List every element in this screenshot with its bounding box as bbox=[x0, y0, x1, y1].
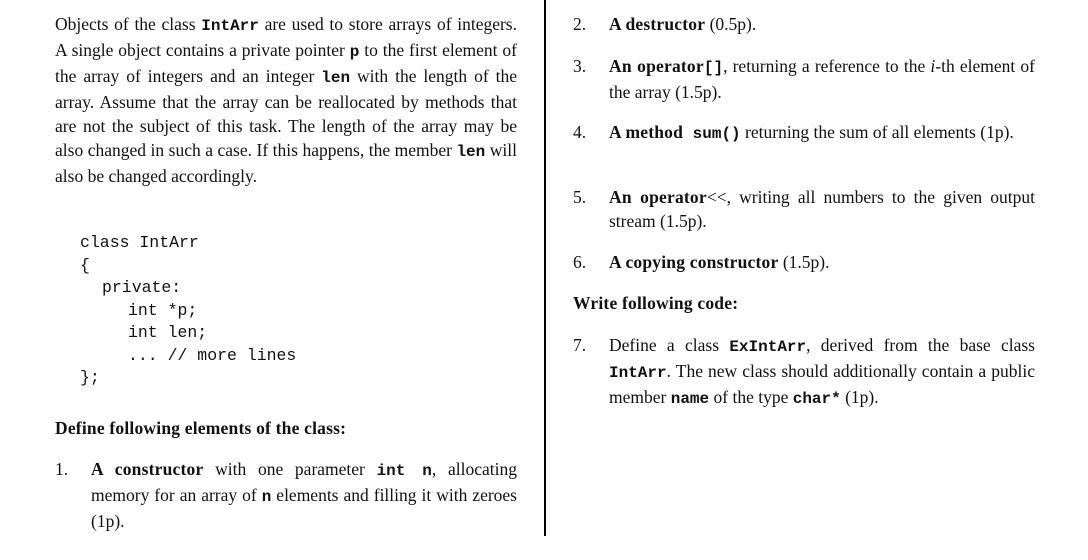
code-listing bbox=[80, 232, 296, 390]
task-number: 2. bbox=[573, 14, 587, 34]
task-keyword: A destructor bbox=[609, 14, 706, 34]
task-code: int n bbox=[376, 462, 432, 480]
task-text bbox=[609, 12, 1035, 36]
task-item-1 bbox=[55, 457, 517, 533]
task-text-part: . The new class should additionally contain a public member bbox=[609, 361, 1035, 407]
task-keyword: A copying constructor bbox=[609, 252, 779, 272]
column-divider bbox=[544, 0, 546, 536]
intro-code-len-2: len bbox=[456, 143, 486, 161]
task-text-part: (1.5p). bbox=[778, 252, 830, 272]
code-line-len: int len; bbox=[128, 323, 208, 342]
task-number: 4. bbox=[573, 122, 587, 142]
task-keyword: A method bbox=[609, 122, 684, 142]
code-line-class: class IntArr bbox=[80, 233, 199, 252]
code-line-more: ... // more lines bbox=[128, 345, 297, 365]
task-text-part: , allocating memory for an array of bbox=[91, 459, 517, 505]
task-item-3 bbox=[573, 54, 1035, 104]
task-number: 7. bbox=[573, 335, 587, 355]
task-text-part: (0.5p). bbox=[705, 14, 757, 34]
task-code: char* bbox=[792, 390, 841, 408]
task-text-part: <<, writing all numbers to the given output stream (1.5p). bbox=[609, 187, 1035, 231]
intro-text-4: with the length of the array. Assume that the array can be reallocated by methods that are not the subject of this task. The length of the array may be also changed in such a case. If this happens, the member bbox=[55, 66, 517, 160]
task-keyword: A constructor bbox=[91, 459, 204, 479]
task-number: 5. bbox=[573, 187, 587, 207]
task-text bbox=[91, 457, 517, 533]
task-item-2 bbox=[573, 12, 1035, 36]
task-text-part: -th element of the array (1.5p). bbox=[609, 56, 1036, 102]
intro-paragraph bbox=[55, 12, 517, 188]
task-keyword: An operator bbox=[609, 187, 707, 207]
task-text bbox=[609, 120, 1035, 146]
left-column bbox=[55, 12, 517, 188]
task-text bbox=[609, 333, 1035, 411]
code-line-close-brace: }; bbox=[80, 368, 100, 387]
task-code: name bbox=[670, 390, 710, 408]
intro-text-2: are used to store arrays of integers. A single object contains a private pointer bbox=[55, 14, 517, 60]
task-text bbox=[609, 185, 1035, 233]
task-code: ExIntArr bbox=[729, 338, 807, 356]
define-heading: Define following elements of the class: bbox=[55, 418, 347, 438]
task-text bbox=[609, 54, 1035, 104]
task-number: 1. bbox=[55, 459, 69, 479]
task-code: sum() bbox=[683, 125, 741, 143]
task-text bbox=[609, 250, 1035, 274]
intro-code-class: IntArr bbox=[201, 17, 259, 35]
intro-text-3: to the first element of the array of integers and an integer bbox=[55, 40, 517, 86]
code-line-pointer: int *p; bbox=[128, 300, 198, 320]
task-text-part: with one parameter bbox=[203, 459, 377, 479]
task-item-5 bbox=[573, 185, 1035, 233]
task-code: n bbox=[261, 488, 272, 506]
task-item-4 bbox=[573, 120, 1035, 146]
task-code: IntArr bbox=[609, 364, 667, 382]
intro-text-1: Objects of the class bbox=[55, 14, 202, 34]
intro-text-5: will also be changed accordingly. bbox=[55, 140, 518, 186]
write-heading: Write following code: bbox=[573, 293, 739, 313]
task-text-part: (1p). bbox=[840, 387, 879, 407]
task-emphasis: i bbox=[930, 56, 936, 76]
task-text-part: , derived from the base class bbox=[806, 335, 1035, 355]
task-keyword: An operator bbox=[609, 56, 704, 76]
task-item-6 bbox=[573, 250, 1035, 274]
task-text-part: returning the sum of all elements (1p). bbox=[740, 122, 1014, 142]
intro-code-len: len bbox=[321, 69, 351, 87]
task-number: 6. bbox=[573, 252, 587, 272]
task-text-part: of the type bbox=[709, 387, 793, 407]
task-item-7 bbox=[573, 333, 1035, 411]
task-text-part: , returning a reference to the bbox=[723, 56, 931, 76]
code-line-open-brace: { bbox=[80, 255, 90, 275]
intro-code-pointer: p bbox=[349, 43, 360, 61]
task-code: [] bbox=[703, 59, 724, 77]
task-text-part: Define a class bbox=[609, 335, 730, 355]
task-number: 3. bbox=[573, 56, 587, 76]
task-text-part: elements and filling it with zeroes (1p). bbox=[91, 485, 517, 531]
code-line-private: private: bbox=[102, 278, 182, 297]
